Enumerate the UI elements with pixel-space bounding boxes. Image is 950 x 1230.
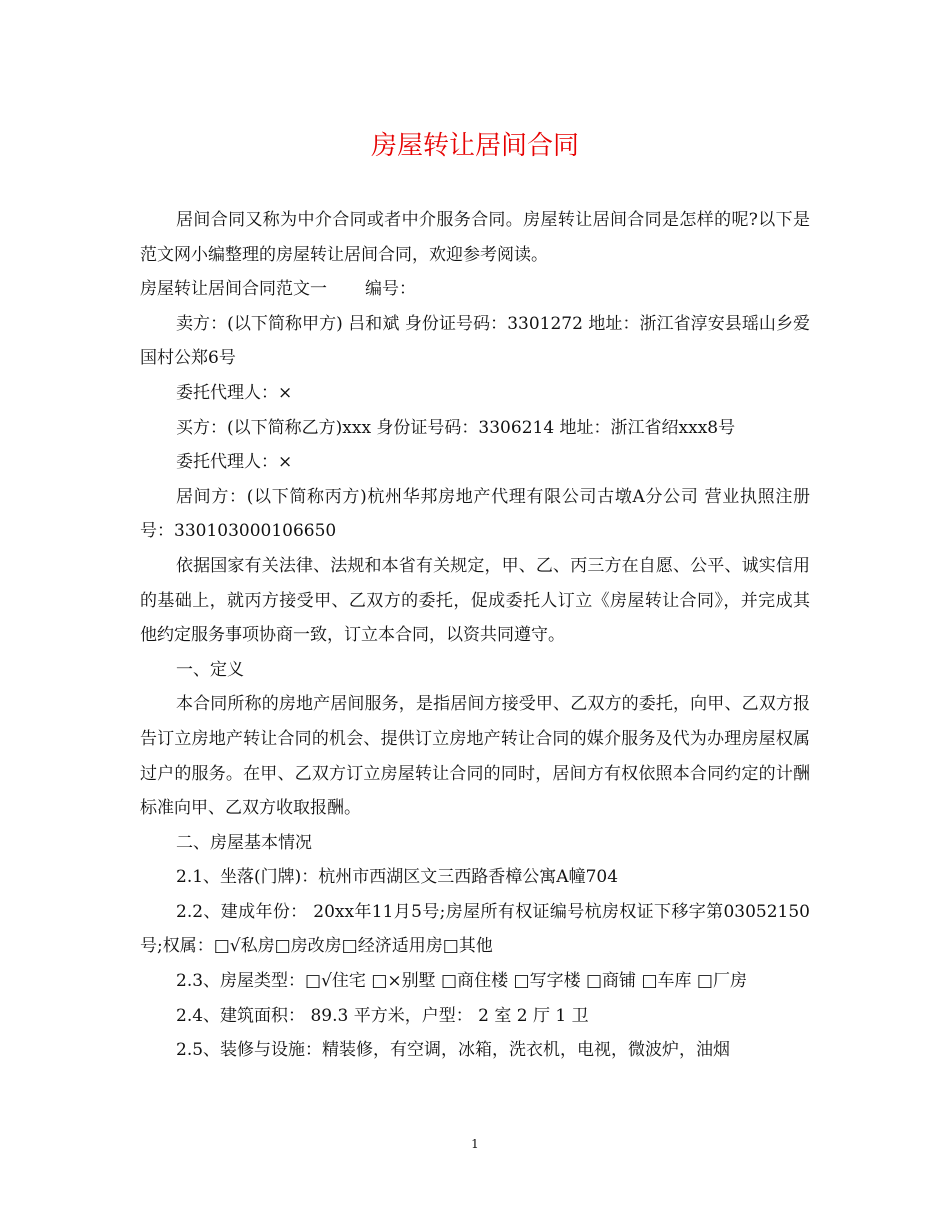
number-label: 编号： <box>365 279 416 300</box>
section-1-body: 本合同所称的房地产居间服务，是指居间方接受甲、乙双方的委托，向甲、乙双方报告订立房地产转让合同的机会、提供订立房地产转让合同的媒介服务及代为办理房屋权属过户的服务。在甲、乙双方订立房屋转让合同的同时，居间方有权依照本合同约定的计酬标准向甲、乙双方收取报酬。 <box>140 694 810 819</box>
document-body <box>140 203 810 1068</box>
seller-agent-paragraph: 委托代理人：× <box>176 382 293 403</box>
basis-paragraph: 依据国家有关法律、法规和本省有关规定，甲、乙、丙三方在自愿、公平、诚实信用的基础上，就丙方接受甲、乙双方的委托，促成委托人订立《房屋转让合同》，并完成其他约定服务事项协商一致，订立本合同，以资共同遵守。 <box>140 555 810 646</box>
item-2-2: 2.2、建成年份： 20xx年11月5号;房屋所有权证编号杭房权证下移字第03052150号;权属：□√私房□房改房□经济适用房□其他 <box>140 901 810 957</box>
item-2-3: 2.3、房屋类型：□√住宅 □×别墅 □商住楼 □写字楼 □商铺 □车库 □厂房 <box>176 971 747 992</box>
buyer-paragraph: 买方：(以下简称乙方)xxx 身份证号码：3306214 地址：浙江省绍xxx8号 <box>176 417 736 438</box>
buyer-agent-paragraph: 委托代理人：× <box>176 452 293 473</box>
sample-heading: 房屋转让居间合同范文一 <box>140 279 327 300</box>
item-2-5: 2.5、装修与设施：精装修，有空调，冰箱，洗衣机，电视，微波炉，油烟 <box>176 1040 731 1061</box>
seller-paragraph: 卖方：(以下简称甲方) 吕和斌 身份证号码：3301272 地址：浙江省淳安县瑶山乡爱国村公郑6号 <box>140 313 810 369</box>
section-2-title: 二、房屋基本情况 <box>176 832 312 853</box>
sample-heading-line <box>140 272 810 307</box>
page-number: 1 <box>471 1137 479 1151</box>
document-title: 房屋转让居间合同 <box>370 131 579 161</box>
item-2-4: 2.4、建筑面积： 89.3 平方米，户型： 2 室 2 厅 1 卫 <box>176 1005 589 1026</box>
item-2-1: 2.1、坐落(门牌)：杭州市西湖区文三西路香樟公寓A幢704 <box>176 867 619 888</box>
intro-paragraph: 居间合同又称为中介合同或者中介服务合同。房屋转让居间合同是怎样的呢?以下是范文网小编整理的房屋转让居间合同，欢迎参考阅读。 <box>140 210 810 265</box>
section-1-title: 一、定义 <box>176 659 244 680</box>
broker-paragraph: 居间方：(以下简称丙方)杭州华邦房地产代理有限公司古墩A分公司 营业执照注册号：330103000106650 <box>140 486 810 542</box>
